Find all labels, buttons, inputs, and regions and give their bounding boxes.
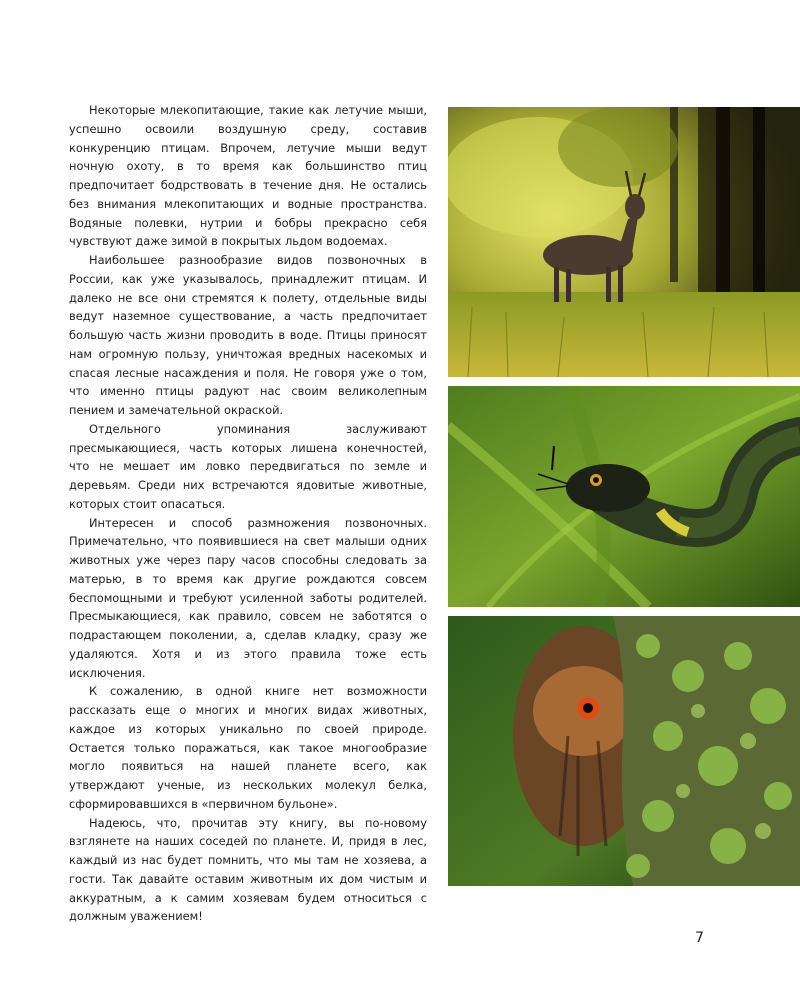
- grass-snake-photo: [448, 386, 800, 607]
- paragraph-1: Некоторые млекопитающие, такие как летучие мыши, успешно освоили воздушную среду, составив конкуренцию птицам. Впрочем, летучие мыши ведут ночную охоту, в то время как большинство птиц предпочитает бодрствовать в течение дня. Не остались без внимания млекопитающих и водные пространства. Водяные полевки, нутрии и бобры прекрасно себя чувствуют даже зимой в покрытых льдом водоемах.: [69, 103, 427, 249]
- paragraph-4: Интересен и способ размножения позвоночных. Примечательно, что появившиеся на свет малыши одних животных уже через пару часов способны следовать за матерью, в то время как другие рождаются совсем беспомощными и требуют усиленной заботы родителей. Пресмыкающиеся, как правило, совсем не заботятся о подрастающем поколении, а, сделав кладку, сразу же удаляются. Хотя и из этого правила тоже есть исключения.: [69, 515, 427, 680]
- roe-deer-icon: [448, 107, 800, 377]
- roe-deer-photo: [448, 107, 800, 377]
- paragraph-6: Надеюсь, что, прочитав эту книгу, вы по-новому взглянете на наших соседей по планете. И, придя в лес, каждый из нас будет помнить, что мы там не хозяева, а гости. Так давайте оставим животным их дом чистым и аккуратным, а к самим хозяевам будем относиться с должным уважением!: [69, 815, 427, 924]
- paragraph-5: К сожалению, в одной книге нет возможности рассказать еще о многих и многих видах животных, каждое из которых уникально по своей природе. Остается только поражаться, как такое многообразие могло появиться на нашей планете всего, как утверждают ученые, из нескольких молекул белка, сформировавшихся в «первичном бульоне».: [69, 684, 427, 811]
- grass-snake-icon: [448, 386, 800, 607]
- long-eared-owl-icon: [448, 616, 800, 886]
- body-text: [69, 101, 427, 926]
- owl-photo: [448, 616, 800, 886]
- page-number: 7: [695, 930, 704, 946]
- paragraph-2: Наибольшее разнообразие видов позвоночных в России, как уже указывалось, принадлежит птицам. И далеко не все они стремятся к полету, отдельные виды ведут наземное существование, а часть предпочитает большую часть жизни проводить в воде. Птицы приносят нам огромную пользу, уничтожая вредных насекомых и спасая лесные насаждения и поля. Не говоря уже о том, что именно птицы радуют нас своим великолепным пением и замечательной окраской.: [69, 253, 427, 417]
- paragraph-3: Отдельного упоминания заслуживают пресмыкающиеся, часть которых лишена конечностей, что не мешает им ловко передвигаться по земле и деревьям. Среди них встречаются ядовитые животные, которых стоит опасаться.: [69, 421, 427, 511]
